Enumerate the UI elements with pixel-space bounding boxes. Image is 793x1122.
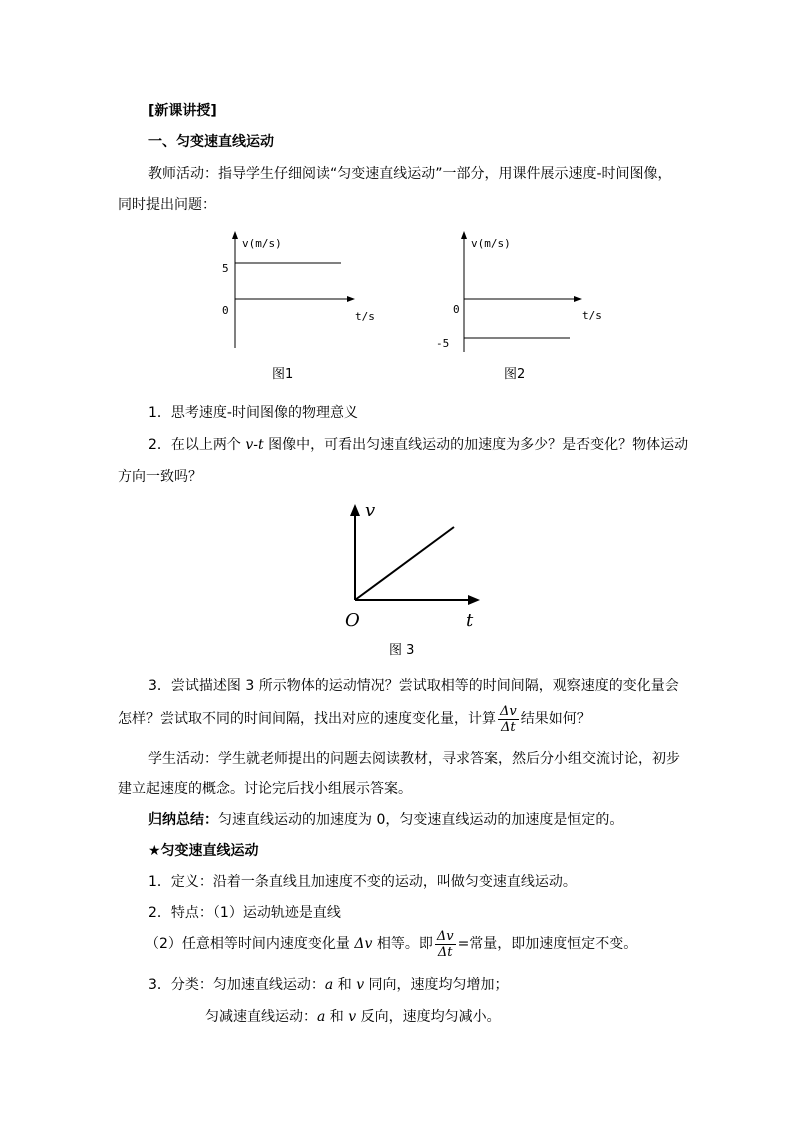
fig3-origin: O: [345, 610, 360, 631]
fig1-ylabel: v(m/s): [242, 237, 282, 250]
feat2-text-b: 相等。即: [372, 936, 433, 952]
question-2-line1: [148, 435, 688, 455]
question-3-line1: 3．尝试描述图 3 所示物体的运动情况？尝试取相等的时间间隔，观察速度的变化量会: [148, 678, 679, 694]
student-activity-line2: 建立起速度的概念。讨论完后找小组展示答案。: [118, 781, 412, 797]
fig1-tick-5: 5: [222, 262, 229, 275]
q3-text-a: 怎样？尝试取不同的时间间隔，找出对应的速度变化量，计算: [118, 711, 496, 727]
class1-mid: 和: [333, 977, 357, 993]
feat2-text-c: =常量，即加速度恒定不变。: [457, 936, 638, 952]
feature-2: [145, 925, 637, 963]
class2-var-a: a: [317, 1009, 326, 1025]
fig1-caption: 图1: [272, 367, 294, 382]
fig1-x-arrow: [347, 296, 355, 302]
fig3-y-arrow: [350, 504, 360, 516]
fig1-xlabel: t/s: [355, 310, 375, 323]
fig2-tick-neg5: -5: [436, 337, 450, 350]
q2-text-a: 2．在以上两个: [148, 437, 246, 453]
fig2-xlabel: t/s: [582, 309, 602, 322]
feat2-fraction-numerator: Δv: [436, 928, 454, 944]
fig2-ylabel: v(m/s): [471, 237, 511, 250]
fig3-caption: 图 3: [389, 643, 415, 658]
class1-text-b: 同向，速度均匀增加；: [364, 977, 509, 993]
delta-v-over-delta-t-fraction: [498, 704, 519, 735]
class2-text-a: 匀减速直线运动：: [205, 1009, 317, 1025]
class2-var-v: v: [348, 1009, 357, 1025]
class1-var-v: v: [356, 977, 365, 993]
figure-3-chart: [338, 500, 488, 635]
classification-accelerate: [148, 975, 509, 995]
teacher-activity-line2: 同时提出问题：: [118, 197, 216, 213]
fig2-y-arrow: [461, 231, 467, 239]
feat2-fraction: [435, 929, 456, 960]
fig3-xlabel: t: [466, 610, 474, 631]
fig3-x-arrow: [468, 595, 480, 605]
teacher-activity-line1: 教师活动：指导学生仔细阅读“匀变速直线运动”一部分，用课件展示速度-时间图像，: [148, 166, 672, 182]
fig1-tick-0: 0: [222, 304, 229, 317]
feature-1: 2．特点：（1）运动轨迹是直线: [148, 905, 341, 921]
summary: [148, 810, 623, 830]
summary-label: 归纳总结：: [148, 812, 218, 828]
section-tag: [新课讲授]: [148, 103, 217, 119]
fig3-ylabel: v: [365, 500, 376, 521]
class2-text-b: 反向，速度均匀减小。: [356, 1009, 501, 1025]
fig2-x-arrow: [574, 296, 582, 302]
q2-text-b: 图像中，可看出匀速直线运动的加速度为多少？是否变化？物体运动: [263, 437, 689, 453]
figure-2-chart: [430, 228, 610, 353]
q2-var-vt: v-t: [245, 437, 264, 453]
feat2-text-a: （2）任意相等时间内速度变化量: [145, 936, 355, 952]
class1-var-a: a: [324, 977, 334, 993]
fig1-y-arrow: [232, 231, 238, 239]
fraction-denominator: Δt: [501, 719, 516, 735]
fig3-series-line: [355, 527, 454, 600]
feat2-var-delta-v: Δv: [354, 936, 373, 952]
heading-uniform-variable-motion: 一、匀变速直线运动: [148, 134, 274, 150]
class1-text-a: 3．分类：匀加速直线运动：: [148, 977, 325, 993]
summary-text: 匀速直线运动的加速度为 0，匀变速直线运动的加速度是恒定的。: [218, 812, 624, 828]
definition: 1．定义：沿着一条直线且加速度不变的运动，叫做匀变速直线运动。: [148, 874, 577, 890]
fraction-numerator: Δv: [500, 703, 517, 719]
fig2-tick-0: 0: [453, 303, 460, 316]
feat2-fraction-denominator: Δt: [437, 944, 453, 960]
figure-1-chart: [215, 228, 390, 353]
question-1: 1．思考速度-时间图像的物理意义: [148, 405, 358, 421]
question-3-line2: [118, 700, 591, 738]
fig2-caption: 图2: [504, 367, 526, 382]
star-heading: ★匀变速直线运动: [148, 843, 259, 859]
student-activity-line1: 学生活动：学生就老师提出的问题去阅读教材，寻求答案，然后分小组交流讨论，初步: [148, 751, 680, 767]
question-2-line2: 方向一致吗？: [118, 469, 202, 485]
class2-mid: 和: [325, 1009, 349, 1025]
q3-text-b: 结果如何？: [520, 711, 591, 727]
classification-decelerate: [205, 1007, 501, 1027]
